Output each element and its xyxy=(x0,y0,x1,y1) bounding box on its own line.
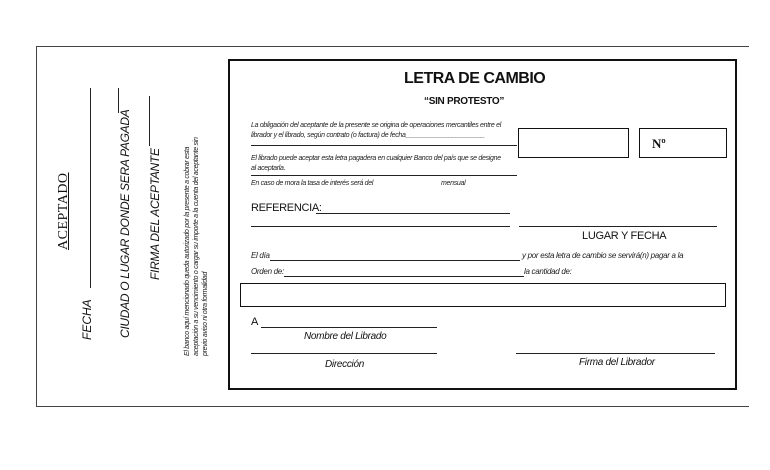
stub-date-label: FECHA xyxy=(80,299,94,340)
place-date-label: LUGAR Y FECHA xyxy=(582,230,667,242)
drawee-name-label: Nombre del Librado xyxy=(304,331,387,342)
amount-label: la cantidad de: xyxy=(524,267,572,276)
stub-authorization-line2: aceptación a su vencimiento o cargar su importe a la cuenta del aceptante sin xyxy=(193,137,200,356)
day-label: El día xyxy=(251,251,270,260)
address-rule[interactable] xyxy=(251,353,437,354)
amount-box-top[interactable] xyxy=(518,128,629,158)
clause2-rule xyxy=(251,175,517,176)
reference-rule-2[interactable] xyxy=(251,226,510,227)
stub-authorization-line3: previo aviso ni otra formalidad xyxy=(202,271,209,356)
order-label: Orden de: xyxy=(251,267,284,276)
to-label: A xyxy=(251,316,259,328)
clause3-text: En caso de mora la tasa de interés será del xyxy=(251,180,374,187)
amount-words-box[interactable] xyxy=(240,283,726,307)
stub-authorization-line1: El banco aquí mencionado queda autorizado por la presente a cobrar esta xyxy=(184,146,191,356)
reference-rule[interactable] xyxy=(316,213,510,214)
clause1-line1: La obligación del aceptante de la presente se origina de operaciones mercantiles entre el xyxy=(251,122,501,129)
clause1-line2: librador y el librado, según contrato (o factura) de fecha______________________ xyxy=(251,132,485,139)
reference-label: REFERENCIA: xyxy=(251,202,322,214)
bill-title: LETRA DE CAMBIO xyxy=(404,70,546,87)
pay-text: y por esta letra de cambio se servirá(n) pagar a la xyxy=(522,251,684,260)
stub-signature-label: FIRMA DEL ACEPTANTE xyxy=(148,148,162,280)
clause2-line1: El librado puede aceptar esta letra pagadera en cualquier Banco del país que se designe xyxy=(251,155,501,162)
stub-accepted: ACEPTADO xyxy=(56,172,71,250)
clause1-rule xyxy=(251,145,517,146)
stub-date-line xyxy=(90,88,91,288)
clause2-line2: al aceptarla. xyxy=(251,165,286,172)
bill-subtitle: “SIN PROTESTO” xyxy=(424,96,505,107)
stub-place-label: CIUDAD O LUGAR DONDE SERA PAGADA xyxy=(118,109,132,338)
place-date-rule[interactable] xyxy=(519,226,717,227)
drawer-signature-label: Firma del Librador xyxy=(579,357,655,368)
number-label: Nº xyxy=(652,136,666,151)
drawer-signature-rule[interactable] xyxy=(516,353,715,354)
clause3-suffix: mensual xyxy=(441,180,466,187)
drawee-name-rule[interactable] xyxy=(261,327,437,328)
day-rule[interactable] xyxy=(270,260,520,261)
address-label: Dirección xyxy=(325,359,364,370)
stub-signature-line xyxy=(149,96,150,146)
order-rule[interactable] xyxy=(284,276,524,277)
